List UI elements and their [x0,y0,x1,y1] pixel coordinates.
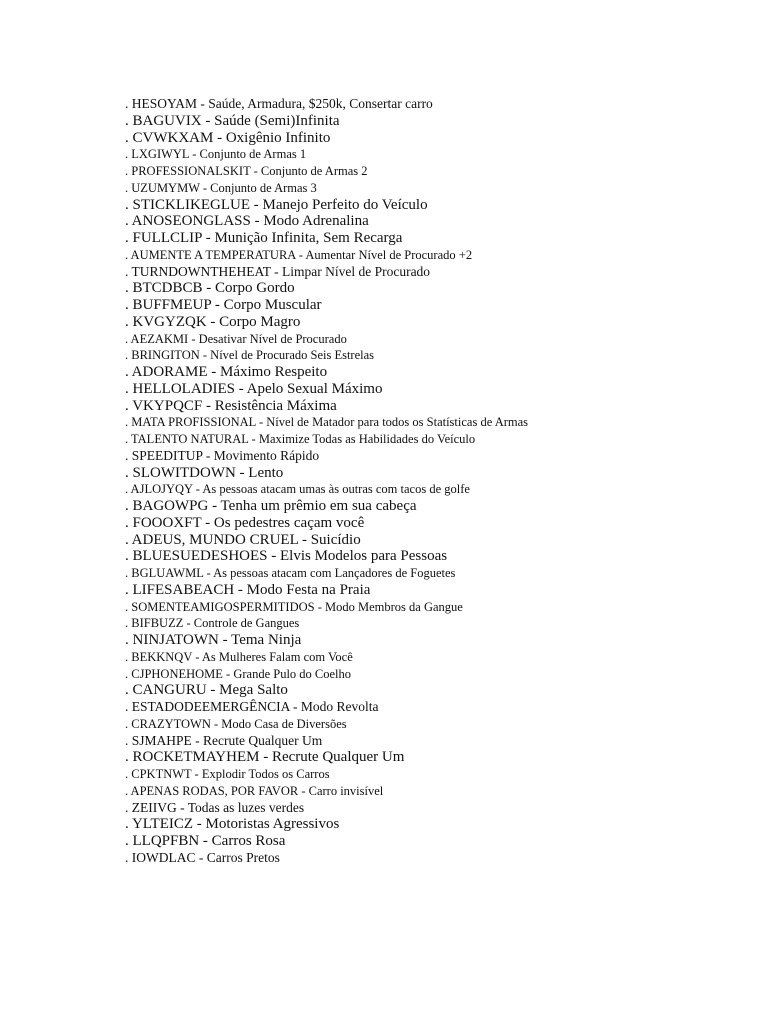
cheat-code-line: . CRAZYTOWN - Modo Casa de Diversões [125,716,347,731]
cheat-code-line: . LXGIWYL - Conjunto de Armas 1 [125,147,307,162]
cheat-code-list [125,96,528,867]
cheat-code-line: . BRINGITON - Nível de Procurado Seis Estrelas [125,348,375,363]
cheat-code-line: . AEZAKMI - Desativar Nível de Procurado [125,331,347,346]
cheat-code-line: . BLUESUEDESHOES - Elvis Modelos para Pessoas [125,548,448,565]
cheat-code-line: . BUFFMEUP - Corpo Muscular [125,297,322,313]
cheat-code-line: . ZEIIVG - Todas as luzes verdes [125,799,305,815]
cheat-code-line: . AJLOJYQY - As pessoas atacam umas às outras com tacos de golfe [125,482,470,497]
cheat-code-line: . AUMENTE A TEMPERATURA - Aumentar Nível de Procurado +2 [125,247,473,262]
cheat-code-line: . SJMAHPE - Recrute Qualquer Um [125,732,323,748]
cheat-code-line: . UZUMYMW - Conjunto de Armas 3 [125,180,317,195]
cheat-code-line: . BAGUVIX - Saúde (Semi)Infinita [125,112,340,129]
cheat-code-line: . BIFBUZZ - Controle de Gangues [125,616,300,631]
cheat-code-line: . PROFESSIONALSKIT - Conjunto de Armas 2 [125,164,368,178]
cheat-code-line: . TALENTO NATURAL - Maximize Todas as Habilidades do Veículo [125,432,476,446]
cheat-code-line: . FOOOXFT - Os pedestres caçam você [125,514,365,531]
cheat-code-line: . IOWDLAC - Carros Pretos [125,849,280,865]
cheat-code-line: . CANGURU - Mega Salto [125,682,288,699]
cheat-code-line: . MATA PROFISSIONAL - Nível de Matador para todos os Statísticas de Armas [125,415,529,430]
cheat-code-line: . YLTEICZ - Motoristas Agressivos [125,816,340,833]
cheat-code-line: . BGLUAWML - As pessoas atacam com Lançadores de Foguetes [125,566,456,580]
cheat-code-line: . SPEEDITUP - Movimento Rápido [125,447,320,463]
cheat-code-line: . KVGYZQK - Corpo Magro [125,313,301,330]
cheat-code-line: . BAGOWPG - Tenha um prêmio em sua cabeça [125,498,417,514]
cheat-code-line: . BEKKNQV - As Mulheres Falam com Você [125,649,353,664]
cheat-code-line: . ESTADODEEMERGÊNCIA - Modo Revolta [125,699,379,714]
cheat-code-line: . HESOYAM - Saúde, Armadura, $250k, Consertar carro [125,96,433,111]
cheat-code-line: . ADEUS, MUNDO CRUEL - Suicídio [125,531,361,548]
cheat-code-line: . ADORAME - Máximo Respeito [125,364,328,380]
cheat-code-line: . LLQPFBN - Carros Rosa [125,833,286,849]
cheat-code-line: . HELLOLADIES - Apelo Sexual Máximo [125,380,383,397]
cheat-code-line: . CVWKXAM - Oxigênio Infinito [125,129,331,146]
cheat-code-line: . APENAS RODAS, POR FAVOR - Carro invisível [125,783,384,798]
cheat-code-line: . ANOSEONGLASS - Modo Adrenalina [125,213,369,230]
cheat-code-line: . NINJATOWN - Tema Ninja [125,632,302,648]
cheat-code-line: . TURNDOWNTHEHEAT - Limpar Nível de Procurado [125,263,431,279]
cheat-code-line: . SLOWITDOWN - Lento [125,464,284,481]
cheat-code-line: . VKYPQCF - Resistência Máxima [125,397,337,414]
cheat-code-line: . LIFESABEACH - Modo Festa na Praia [125,581,371,598]
cheat-code-line: . STICKLIKEGLUE - Manejo Perfeito do Veículo [125,196,428,213]
cheat-code-line: . ROCKETMAYHEM - Recrute Qualquer Um [125,749,405,766]
cheat-code-line: . SOMENTEAMIGOSPERMITIDOS - Modo Membros da Gangue [125,599,463,614]
cheat-code-line: . CJPHONEHOME - Grande Pulo do Coelho [125,666,352,681]
cheat-code-line: . FULLCLIP - Munição Infinita, Sem Recarga [125,230,403,246]
cheat-code-line: . CPKTNWT - Explodir Todos os Carros [125,767,330,781]
cheat-code-line: . BTCDBCB - Corpo Gordo [125,280,295,297]
